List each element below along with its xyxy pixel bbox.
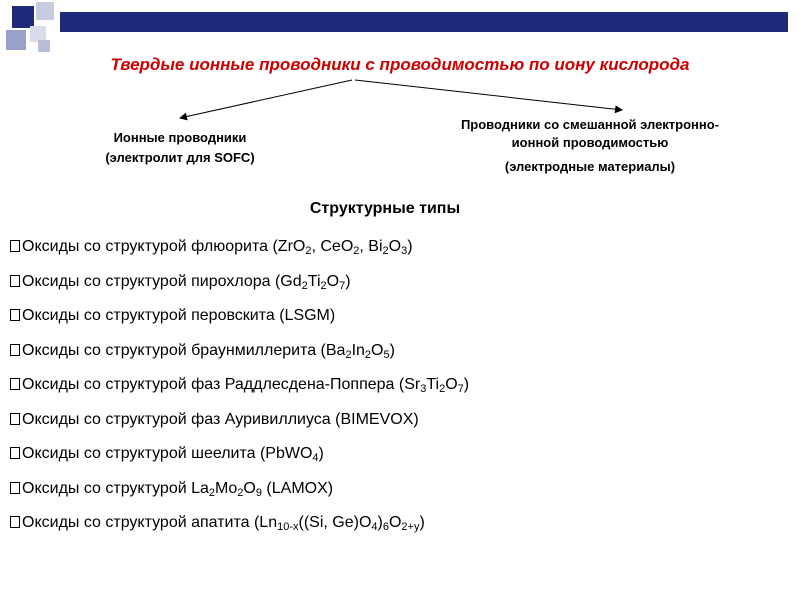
checkbox-bullet-icon [10,240,20,252]
list-item-text: Оксиды со структурой браунмиллерита (Ba [22,341,346,359]
subscript: 3 [420,383,427,395]
list-item-text: O [371,341,384,359]
branch-left-line2: (электролит для SOFC) [105,150,255,165]
branch-mixed-conductors [390,116,790,176]
list-item-text: (LAMOX) [261,479,334,497]
subscript: 2 [208,486,216,499]
list-item-text: ) [318,445,324,462]
list-item [10,271,469,306]
slide-title: Твердые ионные проводники с проводимостью по иону кислорода [110,55,690,74]
branch-left-line1: Ионные проводники [113,130,247,145]
subscript: 7 [339,279,346,292]
list-item-text: Ti [307,272,321,290]
list-item-text: Mo [215,479,238,497]
checkbox-bullet-icon [10,447,20,459]
list-item-text: Оксиды со структурой фаз Раддлесдена-Поппера (Sr [22,376,421,393]
branch-ionic-conductors [60,128,300,168]
checkbox-bullet-icon [10,275,20,287]
list-item-text: Ti [426,376,440,393]
list-item-text: ) [377,514,383,531]
list-item [10,409,469,444]
checkbox-bullet-icon [10,309,20,321]
subscript: 2 [353,245,360,257]
subscript: 2 [305,245,312,257]
subscript: 2 [320,279,327,292]
branch-right-line1: Проводники со смешанной электронно- [460,117,720,132]
list-item-text: , Bi [359,238,383,255]
list-item [10,236,469,271]
subscript: 7 [457,383,464,395]
list-item-text: ) [463,376,470,393]
list-item-text: Оксиды со структурой апатита (Ln [22,514,278,531]
list-item-text: O [445,376,458,393]
list-item-text: Оксиды со структурой La [22,479,209,497]
subscript: 4 [371,521,378,533]
list-item-text: Оксиды со структурой перовскита (LSGM) [22,307,336,324]
checkbox-bullet-icon [10,482,20,494]
list-item [10,305,469,340]
list-item-text: ) [419,514,425,531]
subscript: 2+y [401,521,420,533]
subscript: 2 [364,348,372,361]
list-item-text: Оксиды со структурой шеелита (PbWO [22,445,313,462]
checkbox-bullet-icon [10,378,20,390]
list-item-text: Оксиды со структурой фаз Ауривиллиуса (BIMEVOX) [22,410,419,428]
subscript: 5 [383,348,390,361]
arrow-left [180,80,352,118]
checkbox-bullet-icon [10,413,20,425]
subscript: 6 [382,521,389,533]
checkbox-bullet-icon [10,516,20,528]
subscript: 3 [401,245,408,257]
list-item-text: In [351,341,365,359]
list-item [10,374,469,409]
list-item [10,340,469,375]
list-item-text: ((Si, Ge)O [298,514,372,531]
list-item-text: ) [389,341,395,359]
list-item-text: ) [407,238,413,255]
list-item-text: O [388,238,402,255]
subscript: 2 [439,383,446,395]
list-item [10,512,469,547]
subscript: 2 [345,348,352,361]
arrow-right [355,80,622,110]
subscript: 2 [301,279,308,292]
list-item-text: O [388,514,402,531]
branch-right-line3: (электродные материалы) [504,159,676,174]
list-item-text: , CeO [311,238,354,255]
list-item-text: O [243,479,256,497]
list-item-text: Оксиды со структурой флюорита (ZrO [22,238,306,255]
subscript: 10-x [277,521,299,533]
checkbox-bullet-icon [10,344,20,356]
list-item-text: O [326,272,340,290]
branch-right-line2: ионной проводимостью [511,135,669,150]
subscript: 2 [382,245,389,257]
subscript: 4 [312,452,319,464]
list-item [10,443,469,478]
list-item [10,478,469,513]
section-title: Структурные типы [309,200,461,217]
structure-types-list [10,236,469,547]
list-item-text: Оксиды со структурой пирохлора (Gd [22,272,302,290]
subscript: 9 [255,486,262,499]
subscript: 2 [237,486,244,499]
list-item-text: ) [345,272,351,290]
